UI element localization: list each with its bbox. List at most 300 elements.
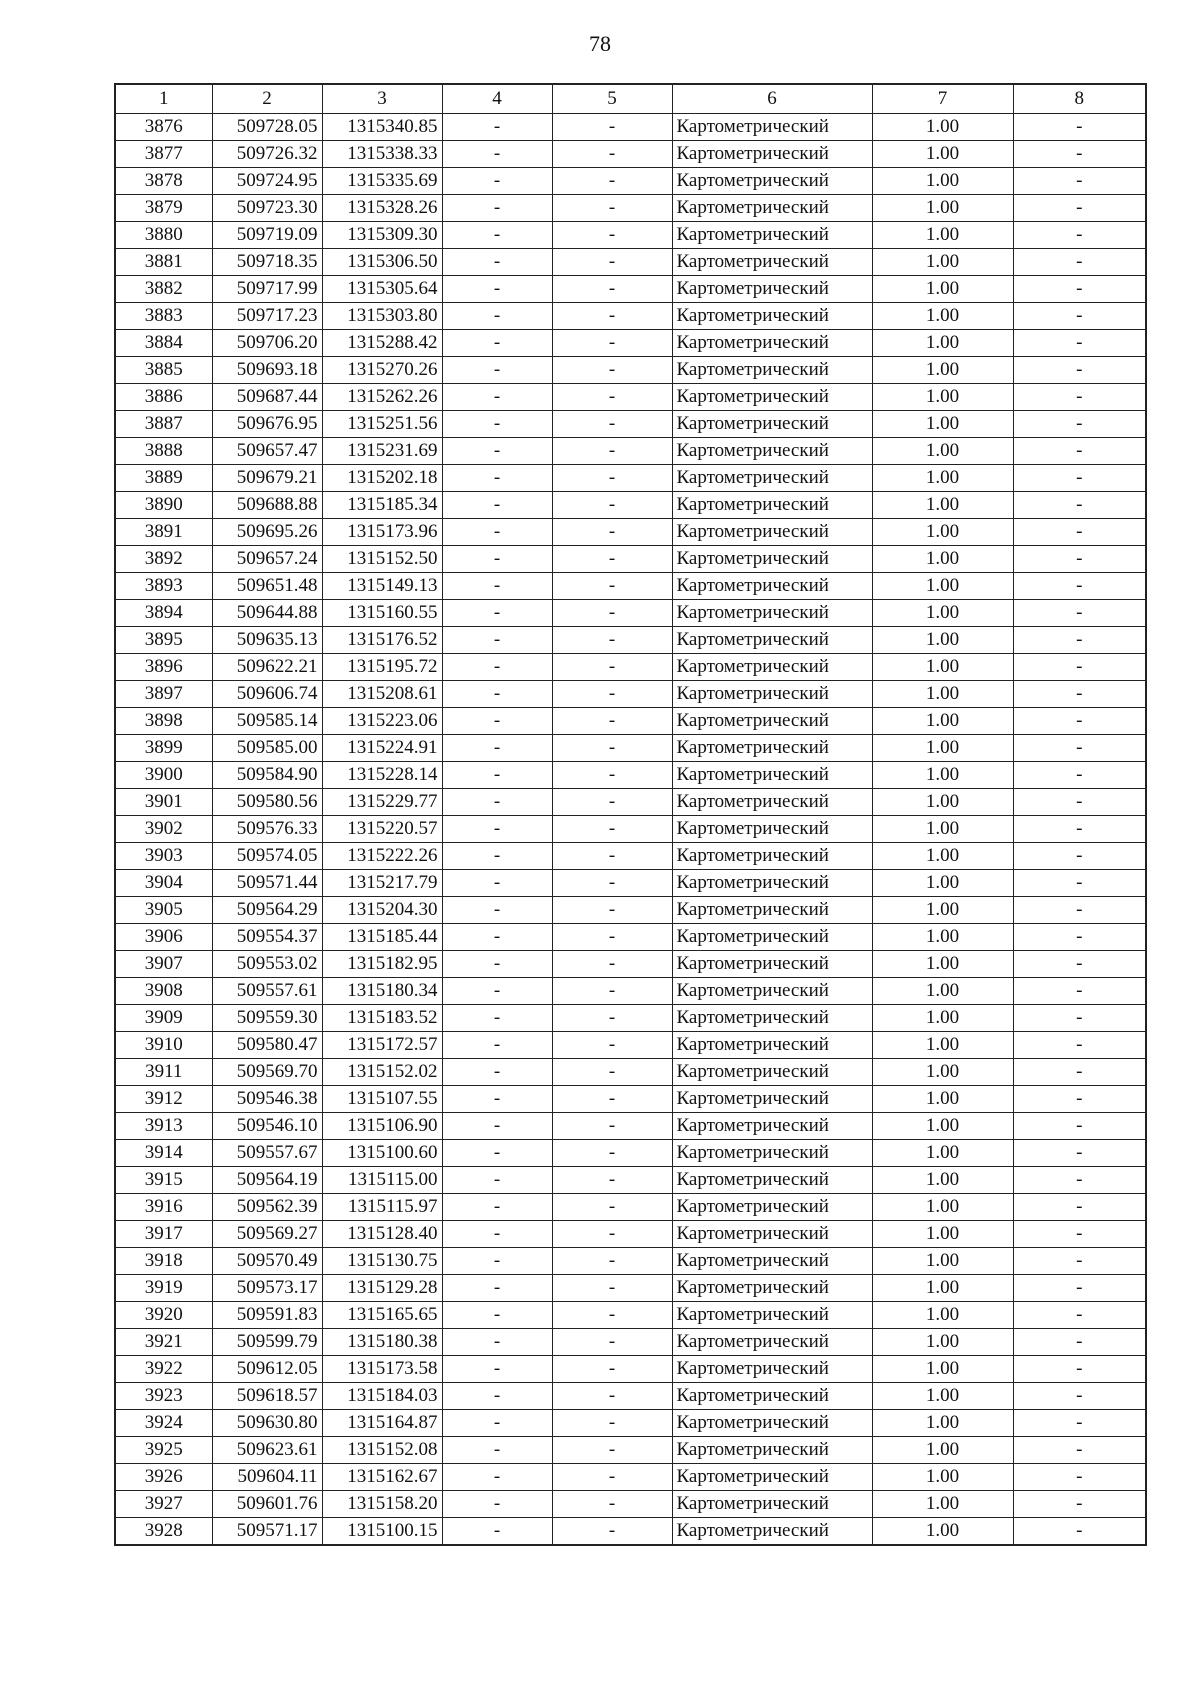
col5-cell: - <box>552 762 672 789</box>
y-coordinate-cell: 1315328.26 <box>322 195 442 222</box>
accuracy-cell: 1.00 <box>872 1491 1013 1518</box>
col5-cell: - <box>552 438 672 465</box>
accuracy-cell: 1.00 <box>872 1167 1013 1194</box>
y-coordinate-cell: 1315176.52 <box>322 627 442 654</box>
col5-cell: - <box>552 384 672 411</box>
accuracy-cell: 1.00 <box>872 762 1013 789</box>
accuracy-cell: 1.00 <box>872 141 1013 168</box>
method-cell: Картометрический <box>672 465 872 492</box>
method-cell: Картометрический <box>672 249 872 276</box>
col5-cell: - <box>552 1437 672 1464</box>
table-row <box>115 519 1146 546</box>
table-row <box>115 1005 1146 1032</box>
accuracy-cell: 1.00 <box>872 1194 1013 1221</box>
table-row <box>115 978 1146 1005</box>
col4-cell: - <box>442 1356 552 1383</box>
col4-cell: - <box>442 1464 552 1491</box>
col8-cell: - <box>1013 249 1146 276</box>
col4-cell: - <box>442 1410 552 1437</box>
col5-cell: - <box>552 951 672 978</box>
accuracy-cell: 1.00 <box>872 951 1013 978</box>
col4-cell: - <box>442 1248 552 1275</box>
x-coordinate-cell: 509553.02 <box>212 951 322 978</box>
y-coordinate-cell: 1315158.20 <box>322 1491 442 1518</box>
y-coordinate-cell: 1315270.26 <box>322 357 442 384</box>
point-number-cell: 3876 <box>115 114 212 141</box>
table-row <box>115 573 1146 600</box>
col5-cell: - <box>552 411 672 438</box>
point-number-cell: 3918 <box>115 1248 212 1275</box>
col8-cell: - <box>1013 195 1146 222</box>
y-coordinate-cell: 1315100.15 <box>322 1518 442 1546</box>
col8-cell: - <box>1013 141 1146 168</box>
col5-cell: - <box>552 1221 672 1248</box>
accuracy-cell: 1.00 <box>872 1248 1013 1275</box>
method-cell: Картометрический <box>672 330 872 357</box>
table-row <box>115 330 1146 357</box>
accuracy-cell: 1.00 <box>872 708 1013 735</box>
y-coordinate-cell: 1315309.30 <box>322 222 442 249</box>
accuracy-cell: 1.00 <box>872 627 1013 654</box>
y-coordinate-cell: 1315162.67 <box>322 1464 442 1491</box>
method-cell: Картометрический <box>672 735 872 762</box>
y-coordinate-cell: 1315185.34 <box>322 492 442 519</box>
col8-cell: - <box>1013 816 1146 843</box>
x-coordinate-cell: 509585.14 <box>212 708 322 735</box>
x-coordinate-cell: 509599.79 <box>212 1329 322 1356</box>
x-coordinate-cell: 509564.29 <box>212 897 322 924</box>
method-cell: Картометрический <box>672 897 872 924</box>
header-cell: 2 <box>212 84 322 114</box>
col4-cell: - <box>442 438 552 465</box>
method-cell: Картометрический <box>672 519 872 546</box>
accuracy-cell: 1.00 <box>872 411 1013 438</box>
y-coordinate-cell: 1315231.69 <box>322 438 442 465</box>
method-cell: Картометрический <box>672 276 872 303</box>
point-number-cell: 3924 <box>115 1410 212 1437</box>
accuracy-cell: 1.00 <box>872 546 1013 573</box>
col8-cell: - <box>1013 600 1146 627</box>
col5-cell: - <box>552 708 672 735</box>
y-coordinate-cell: 1315251.56 <box>322 411 442 438</box>
method-cell: Картометрический <box>672 708 872 735</box>
col5-cell: - <box>552 600 672 627</box>
y-coordinate-cell: 1315303.80 <box>322 303 442 330</box>
point-number-cell: 3912 <box>115 1086 212 1113</box>
col8-cell: - <box>1013 411 1146 438</box>
table-row <box>115 222 1146 249</box>
point-number-cell: 3879 <box>115 195 212 222</box>
x-coordinate-cell: 509644.88 <box>212 600 322 627</box>
method-cell: Картометрический <box>672 681 872 708</box>
col8-cell: - <box>1013 573 1146 600</box>
col8-cell: - <box>1013 303 1146 330</box>
x-coordinate-cell: 509601.76 <box>212 1491 322 1518</box>
y-coordinate-cell: 1315160.55 <box>322 600 442 627</box>
point-number-cell: 3906 <box>115 924 212 951</box>
accuracy-cell: 1.00 <box>872 384 1013 411</box>
accuracy-cell: 1.00 <box>872 1005 1013 1032</box>
point-number-cell: 3893 <box>115 573 212 600</box>
method-cell: Картометрический <box>672 1329 872 1356</box>
col5-cell: - <box>552 492 672 519</box>
x-coordinate-cell: 509679.21 <box>212 465 322 492</box>
col4-cell: - <box>442 1491 552 1518</box>
x-coordinate-cell: 509688.88 <box>212 492 322 519</box>
col8-cell: - <box>1013 546 1146 573</box>
x-coordinate-cell: 509562.39 <box>212 1194 322 1221</box>
col8-cell: - <box>1013 789 1146 816</box>
method-cell: Картометрический <box>672 1275 872 1302</box>
col5-cell: - <box>552 978 672 1005</box>
point-number-cell: 3892 <box>115 546 212 573</box>
col5-cell: - <box>552 1302 672 1329</box>
col8-cell: - <box>1013 492 1146 519</box>
x-coordinate-cell: 509728.05 <box>212 114 322 141</box>
point-number-cell: 3897 <box>115 681 212 708</box>
col4-cell: - <box>442 1437 552 1464</box>
col5-cell: - <box>552 1410 672 1437</box>
accuracy-cell: 1.00 <box>872 735 1013 762</box>
point-number-cell: 3915 <box>115 1167 212 1194</box>
x-coordinate-cell: 509657.24 <box>212 546 322 573</box>
col4-cell: - <box>442 546 552 573</box>
accuracy-cell: 1.00 <box>872 1221 1013 1248</box>
col8-cell: - <box>1013 357 1146 384</box>
point-number-cell: 3921 <box>115 1329 212 1356</box>
point-number-cell: 3878 <box>115 168 212 195</box>
point-number-cell: 3883 <box>115 303 212 330</box>
point-number-cell: 3896 <box>115 654 212 681</box>
accuracy-cell: 1.00 <box>872 681 1013 708</box>
header-cell: 3 <box>322 84 442 114</box>
point-number-cell: 3907 <box>115 951 212 978</box>
y-coordinate-cell: 1315173.96 <box>322 519 442 546</box>
col8-cell: - <box>1013 1518 1146 1546</box>
col4-cell: - <box>442 1005 552 1032</box>
point-number-cell: 3884 <box>115 330 212 357</box>
col4-cell: - <box>442 654 552 681</box>
point-number-cell: 3922 <box>115 1356 212 1383</box>
col4-cell: - <box>442 357 552 384</box>
accuracy-cell: 1.00 <box>872 1302 1013 1329</box>
col4-cell: - <box>442 222 552 249</box>
x-coordinate-cell: 509546.10 <box>212 1113 322 1140</box>
col4-cell: - <box>442 708 552 735</box>
col5-cell: - <box>552 1032 672 1059</box>
y-coordinate-cell: 1315180.34 <box>322 978 442 1005</box>
point-number-cell: 3904 <box>115 870 212 897</box>
accuracy-cell: 1.00 <box>872 438 1013 465</box>
col4-cell: - <box>442 1086 552 1113</box>
method-cell: Картометрический <box>672 1302 872 1329</box>
y-coordinate-cell: 1315224.91 <box>322 735 442 762</box>
y-coordinate-cell: 1315173.58 <box>322 1356 442 1383</box>
accuracy-cell: 1.00 <box>872 897 1013 924</box>
col5-cell: - <box>552 627 672 654</box>
accuracy-cell: 1.00 <box>872 1113 1013 1140</box>
x-coordinate-cell: 509559.30 <box>212 1005 322 1032</box>
table-row <box>115 870 1146 897</box>
col8-cell: - <box>1013 870 1146 897</box>
y-coordinate-cell: 1315106.90 <box>322 1113 442 1140</box>
col5-cell: - <box>552 330 672 357</box>
point-number-cell: 3886 <box>115 384 212 411</box>
y-coordinate-cell: 1315172.57 <box>322 1032 442 1059</box>
col5-cell: - <box>552 789 672 816</box>
col5-cell: - <box>552 735 672 762</box>
y-coordinate-cell: 1315152.08 <box>322 1437 442 1464</box>
accuracy-cell: 1.00 <box>872 978 1013 1005</box>
col8-cell: - <box>1013 168 1146 195</box>
method-cell: Картометрический <box>672 1518 872 1546</box>
method-cell: Картометрический <box>672 762 872 789</box>
table-row <box>115 249 1146 276</box>
point-number-cell: 3895 <box>115 627 212 654</box>
table-row <box>115 492 1146 519</box>
col4-cell: - <box>442 195 552 222</box>
x-coordinate-cell: 509606.74 <box>212 681 322 708</box>
col8-cell: - <box>1013 438 1146 465</box>
header-cell: 8 <box>1013 84 1146 114</box>
table-row <box>115 141 1146 168</box>
col5-cell: - <box>552 303 672 330</box>
table-row <box>115 195 1146 222</box>
col4-cell: - <box>442 276 552 303</box>
accuracy-cell: 1.00 <box>872 276 1013 303</box>
accuracy-cell: 1.00 <box>872 1383 1013 1410</box>
method-cell: Картометрический <box>672 1464 872 1491</box>
col8-cell: - <box>1013 1113 1146 1140</box>
table-row <box>115 681 1146 708</box>
table-row <box>115 1221 1146 1248</box>
accuracy-cell: 1.00 <box>872 168 1013 195</box>
accuracy-cell: 1.00 <box>872 1086 1013 1113</box>
table-row <box>115 654 1146 681</box>
y-coordinate-cell: 1315152.02 <box>322 1059 442 1086</box>
method-cell: Картометрический <box>672 789 872 816</box>
table-row <box>115 1248 1146 1275</box>
accuracy-cell: 1.00 <box>872 924 1013 951</box>
x-coordinate-cell: 509651.48 <box>212 573 322 600</box>
col5-cell: - <box>552 681 672 708</box>
accuracy-cell: 1.00 <box>872 1275 1013 1302</box>
method-cell: Картометрический <box>672 1437 872 1464</box>
col8-cell: - <box>1013 951 1146 978</box>
table-row <box>115 114 1146 141</box>
col8-cell: - <box>1013 681 1146 708</box>
col8-cell: - <box>1013 330 1146 357</box>
col8-cell: - <box>1013 1410 1146 1437</box>
accuracy-cell: 1.00 <box>872 195 1013 222</box>
accuracy-cell: 1.00 <box>872 465 1013 492</box>
x-coordinate-cell: 509604.11 <box>212 1464 322 1491</box>
accuracy-cell: 1.00 <box>872 789 1013 816</box>
table-row <box>115 816 1146 843</box>
table-row <box>115 1086 1146 1113</box>
x-coordinate-cell: 509623.61 <box>212 1437 322 1464</box>
col8-cell: - <box>1013 1491 1146 1518</box>
y-coordinate-cell: 1315107.55 <box>322 1086 442 1113</box>
col5-cell: - <box>552 1518 672 1546</box>
col8-cell: - <box>1013 1329 1146 1356</box>
col4-cell: - <box>442 1059 552 1086</box>
col4-cell: - <box>442 141 552 168</box>
y-coordinate-cell: 1315129.28 <box>322 1275 442 1302</box>
accuracy-cell: 1.00 <box>872 1140 1013 1167</box>
x-coordinate-cell: 509657.47 <box>212 438 322 465</box>
point-number-cell: 3925 <box>115 1437 212 1464</box>
col4-cell: - <box>442 573 552 600</box>
x-coordinate-cell: 509635.13 <box>212 627 322 654</box>
method-cell: Картометрический <box>672 438 872 465</box>
col5-cell: - <box>552 816 672 843</box>
x-coordinate-cell: 509726.32 <box>212 141 322 168</box>
col4-cell: - <box>442 249 552 276</box>
table-row <box>115 1410 1146 1437</box>
col4-cell: - <box>442 1275 552 1302</box>
accuracy-cell: 1.00 <box>872 222 1013 249</box>
method-cell: Картометрический <box>672 222 872 249</box>
y-coordinate-cell: 1315217.79 <box>322 870 442 897</box>
table-row <box>115 357 1146 384</box>
header-cell: 7 <box>872 84 1013 114</box>
x-coordinate-cell: 509584.90 <box>212 762 322 789</box>
point-number-cell: 3916 <box>115 1194 212 1221</box>
col8-cell: - <box>1013 465 1146 492</box>
accuracy-cell: 1.00 <box>872 303 1013 330</box>
col5-cell: - <box>552 1329 672 1356</box>
point-number-cell: 3898 <box>115 708 212 735</box>
table-row <box>115 303 1146 330</box>
table-row <box>115 276 1146 303</box>
x-coordinate-cell: 509585.00 <box>212 735 322 762</box>
col4-cell: - <box>442 411 552 438</box>
x-coordinate-cell: 509693.18 <box>212 357 322 384</box>
col5-cell: - <box>552 1248 672 1275</box>
col5-cell: - <box>552 465 672 492</box>
x-coordinate-cell: 509576.33 <box>212 816 322 843</box>
method-cell: Картометрический <box>672 195 872 222</box>
col5-cell: - <box>552 276 672 303</box>
col5-cell: - <box>552 1167 672 1194</box>
point-number-cell: 3894 <box>115 600 212 627</box>
col4-cell: - <box>442 681 552 708</box>
method-cell: Картометрический <box>672 384 872 411</box>
point-number-cell: 3927 <box>115 1491 212 1518</box>
method-cell: Картометрический <box>672 303 872 330</box>
accuracy-cell: 1.00 <box>872 1329 1013 1356</box>
y-coordinate-cell: 1315115.00 <box>322 1167 442 1194</box>
method-cell: Картометрический <box>672 870 872 897</box>
accuracy-cell: 1.00 <box>872 870 1013 897</box>
col5-cell: - <box>552 897 672 924</box>
point-number-cell: 3887 <box>115 411 212 438</box>
point-number-cell: 3882 <box>115 276 212 303</box>
method-cell: Картометрический <box>672 627 872 654</box>
col5-cell: - <box>552 357 672 384</box>
point-number-cell: 3900 <box>115 762 212 789</box>
point-number-cell: 3899 <box>115 735 212 762</box>
y-coordinate-cell: 1315183.52 <box>322 1005 442 1032</box>
point-number-cell: 3902 <box>115 816 212 843</box>
accuracy-cell: 1.00 <box>872 357 1013 384</box>
page-number: 78 <box>589 31 611 56</box>
col5-cell: - <box>552 654 672 681</box>
col5-cell: - <box>552 1464 672 1491</box>
col8-cell: - <box>1013 627 1146 654</box>
col8-cell: - <box>1013 1140 1146 1167</box>
x-coordinate-cell: 509591.83 <box>212 1302 322 1329</box>
table-row <box>115 924 1146 951</box>
table-row <box>115 168 1146 195</box>
method-cell: Картометрический <box>672 978 872 1005</box>
x-coordinate-cell: 509717.23 <box>212 303 322 330</box>
x-coordinate-cell: 509622.21 <box>212 654 322 681</box>
col8-cell: - <box>1013 978 1146 1005</box>
table-row <box>115 1491 1146 1518</box>
table-row <box>115 384 1146 411</box>
table-row <box>115 1437 1146 1464</box>
point-number-cell: 3923 <box>115 1383 212 1410</box>
col8-cell: - <box>1013 222 1146 249</box>
table-row <box>115 1275 1146 1302</box>
x-coordinate-cell: 509564.19 <box>212 1167 322 1194</box>
col8-cell: - <box>1013 114 1146 141</box>
table-row <box>115 1194 1146 1221</box>
point-number-cell: 3903 <box>115 843 212 870</box>
col4-cell: - <box>442 1329 552 1356</box>
col5-cell: - <box>552 141 672 168</box>
table-row <box>115 465 1146 492</box>
header-cell: 1 <box>115 84 212 114</box>
point-number-cell: 3881 <box>115 249 212 276</box>
table-row <box>115 708 1146 735</box>
col5-cell: - <box>552 546 672 573</box>
col8-cell: - <box>1013 1005 1146 1032</box>
table-row <box>115 1140 1146 1167</box>
point-number-cell: 3901 <box>115 789 212 816</box>
method-cell: Картометрический <box>672 1383 872 1410</box>
point-number-cell: 3908 <box>115 978 212 1005</box>
col5-cell: - <box>552 249 672 276</box>
col5-cell: - <box>552 195 672 222</box>
col4-cell: - <box>442 897 552 924</box>
y-coordinate-cell: 1315220.57 <box>322 816 442 843</box>
method-cell: Картометрический <box>672 1032 872 1059</box>
point-number-cell: 3911 <box>115 1059 212 1086</box>
col8-cell: - <box>1013 1356 1146 1383</box>
method-cell: Картометрический <box>672 1086 872 1113</box>
col5-cell: - <box>552 222 672 249</box>
y-coordinate-cell: 1315128.40 <box>322 1221 442 1248</box>
table-row <box>115 735 1146 762</box>
x-coordinate-cell: 509676.95 <box>212 411 322 438</box>
x-coordinate-cell: 509695.26 <box>212 519 322 546</box>
method-cell: Картометрический <box>672 1356 872 1383</box>
point-number-cell: 3880 <box>115 222 212 249</box>
table-row <box>115 1329 1146 1356</box>
method-cell: Картометрический <box>672 1410 872 1437</box>
col8-cell: - <box>1013 708 1146 735</box>
table-row <box>115 411 1146 438</box>
y-coordinate-cell: 1315100.60 <box>322 1140 442 1167</box>
col4-cell: - <box>442 600 552 627</box>
col5-cell: - <box>552 1059 672 1086</box>
point-number-cell: 3920 <box>115 1302 212 1329</box>
col4-cell: - <box>442 843 552 870</box>
header-cell: 5 <box>552 84 672 114</box>
